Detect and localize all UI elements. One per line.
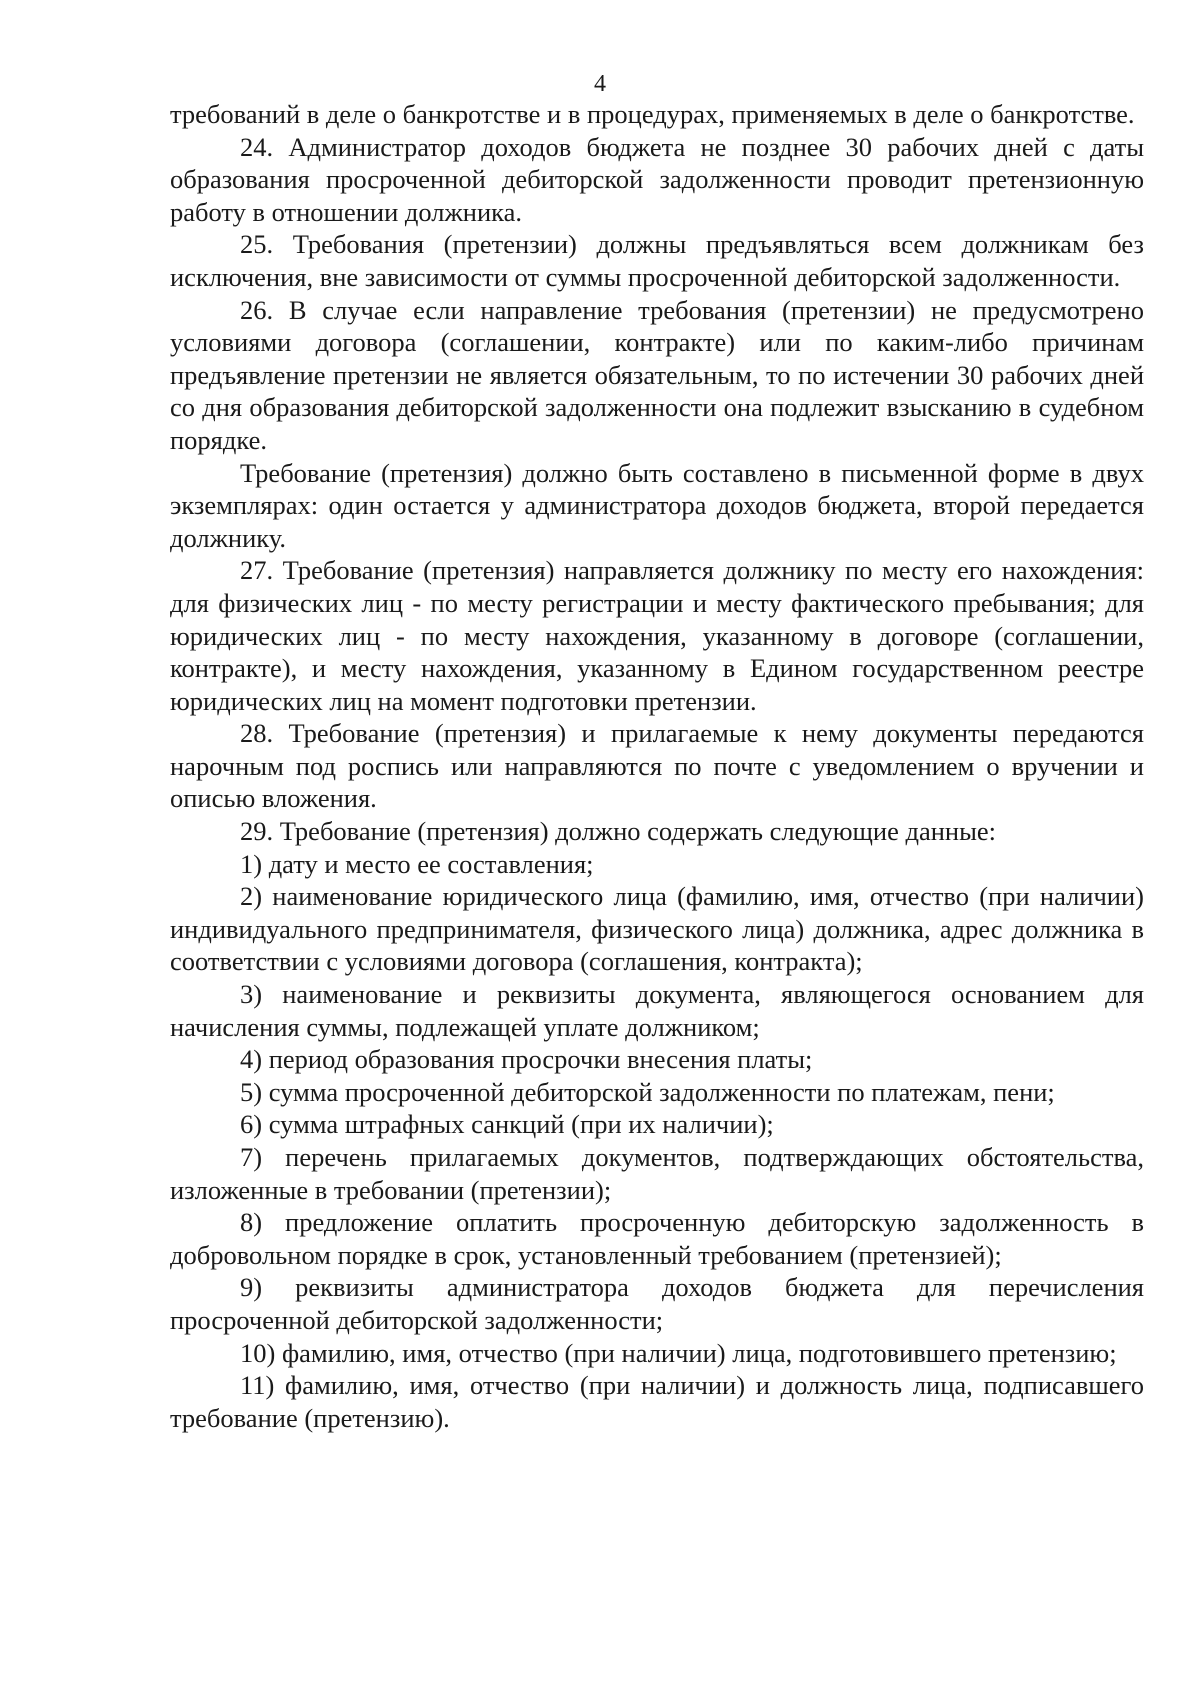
- list-item-7: 7) перечень прилагаемых документов, подтверждающих обстоятельства, изложенные в требовании (претензии);: [170, 1142, 1144, 1205]
- list-item-3: 3) наименование и реквизиты документа, являющегося основанием для начисления суммы, подлежащей уплате должником;: [170, 979, 1144, 1042]
- list-item-11: 11) фамилию, имя, отчество (при наличии) и должность лица, подписавшего требование (претензию).: [170, 1370, 1144, 1433]
- paragraph-26: 26. В случае если направление требования (претензии) не предусмотрено условиями договора (соглашении, контракте) или по каким-либо причинам предъявление претензии не является обязательным, то по истечении 30 рабочих дней со дня образования дебиторской задолженности она подлежит взысканию в судебном порядке.: [170, 294, 1144, 455]
- list-item-4: 4) период образования просрочки внесения платы;: [240, 1044, 813, 1075]
- paragraph-25: 25. Требования (претензии) должны предъявляться всем должникам без исключения, вне зависимости от суммы просроченной дебиторской задолженности.: [170, 229, 1144, 292]
- paragraph-26-form: Требование (претензия) должно быть составлено в письменной форме в двух экземплярах: один остается у администратора доходов бюджета, второй передается должнику.: [170, 457, 1144, 553]
- paragraph-27: 27. Требование (претензия) направляется должнику по месту его нахождения: для физических лиц - по месту регистрации и месту фактического пребывания; для юридических лиц - по месту нахождения, указанному в договоре (соглашении, контракте), и месту нахождения, указанному в Едином государственном реестре юридических лиц на момент подготовки претензии.: [170, 555, 1144, 716]
- list-item-2: 2) наименование юридического лица (фамилию, имя, отчество (при наличии) индивидуального предпринимателя, физического лица) должника, адрес должника в соответствии с условиями договора (соглашения, контракта);: [170, 881, 1144, 977]
- paragraph-continuation: требований в деле о банкротстве и в процедурах, применяемых в деле о банкротстве.: [170, 99, 1135, 129]
- list-item-8: 8) предложение оплатить просроченную дебиторскую задолженность в добровольном порядке в срок, установленный требованием (претензией);: [170, 1207, 1144, 1270]
- list-item-9: 9) реквизиты администратора доходов бюджета для перечисления просроченной дебиторской задолженности;: [170, 1272, 1144, 1335]
- paragraph-24: 24. Администратор доходов бюджета не позднее 30 рабочих дней с даты образования просроченной дебиторской задолженности проводит претензионную работу в отношении должника.: [170, 131, 1144, 227]
- list-item-1: 1) дату и место ее составления;: [240, 848, 594, 879]
- list-item-10: 10) фамилию, имя, отчество (при наличии) лица, подготовившего претензию;: [240, 1337, 1117, 1368]
- list-item-6: 6) сумма штрафных санкций (при их наличии);: [240, 1109, 774, 1140]
- document-body: [170, 98, 1144, 1434]
- paragraph-29: 29. Требование (претензия) должно содержать следующие данные:: [240, 816, 997, 847]
- page-number: 4: [594, 71, 606, 97]
- paragraph-28: 28. Требование (претензия) и прилагаемые к нему документы передаются нарочным под роспись или направляются по почте с уведомлением о вручении и описью вложения.: [170, 718, 1144, 814]
- list-item-5: 5) сумма просроченной дебиторской задолженности по платежам, пени;: [240, 1076, 1055, 1107]
